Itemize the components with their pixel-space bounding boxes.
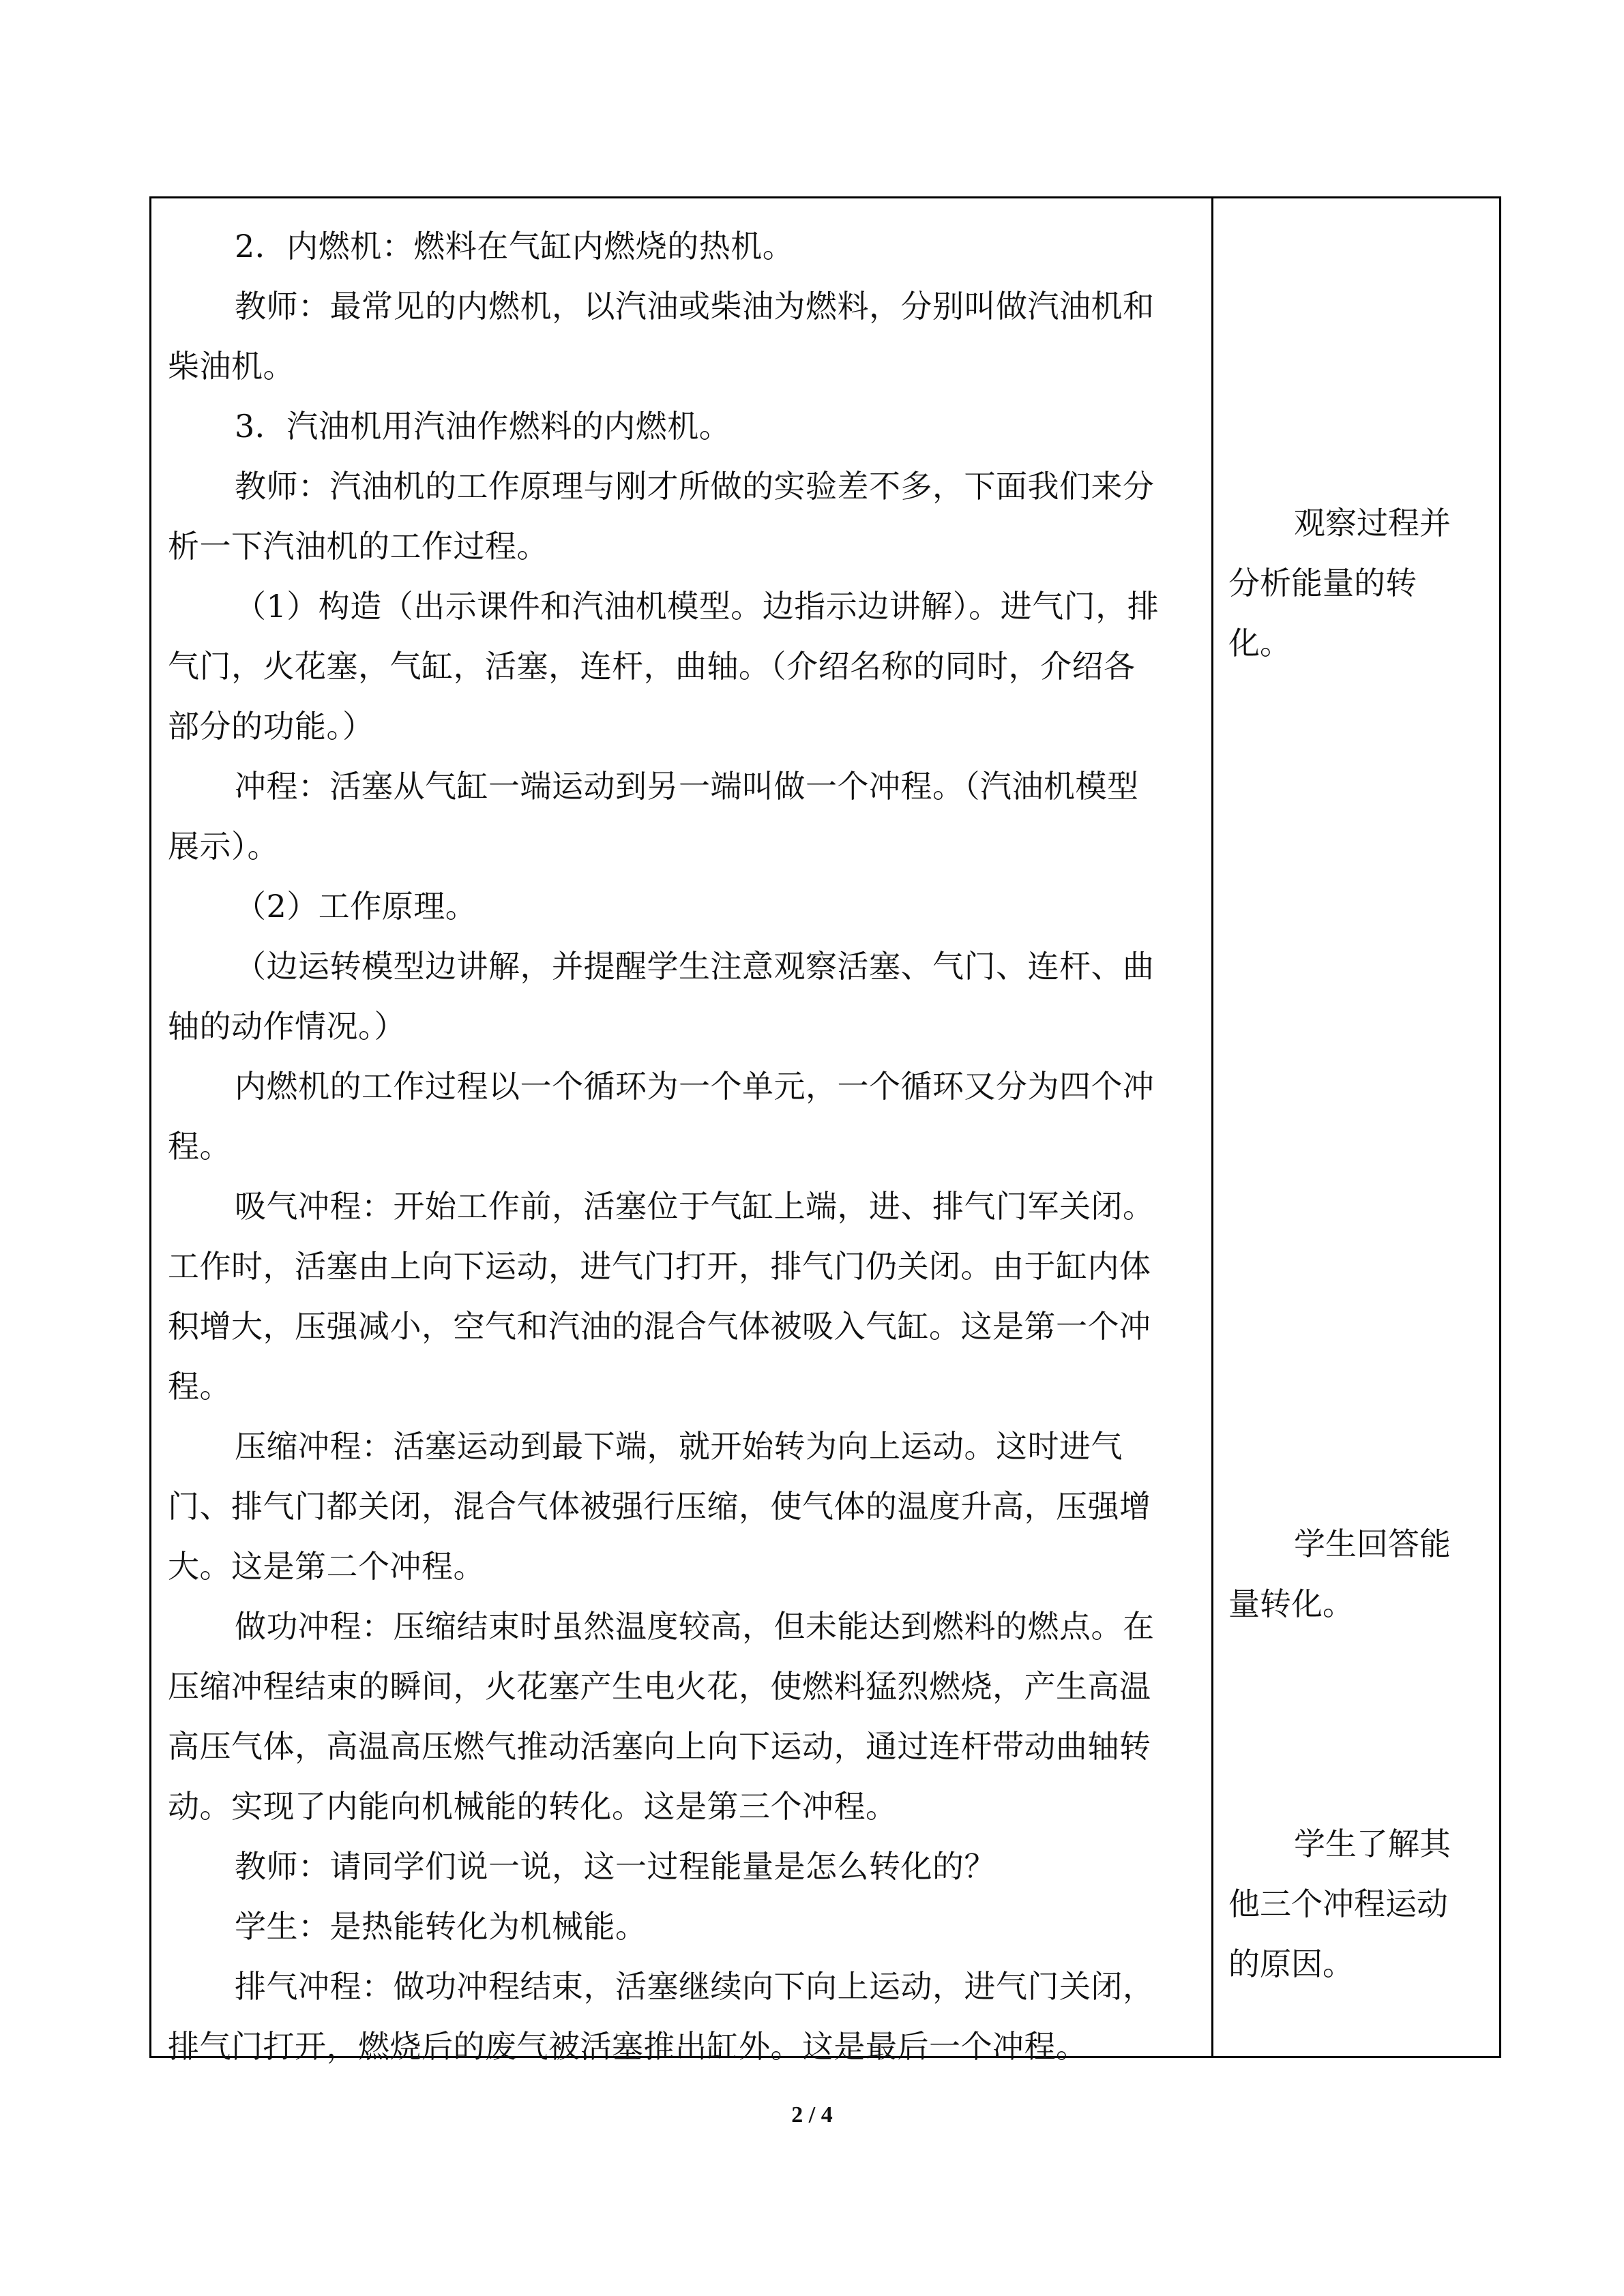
content-line: 吸气冲程：开始工作前，活塞位于气缸上端，进、排气门军关闭。 [235,1188,1155,1225]
content-line: 工作时，活塞由上向下运动，进气门打开，排气门仍关闭。由于缸内体 [168,1248,1151,1285]
side-note-line: 学生回答能 [1294,1525,1451,1562]
content-line: 程。 [168,1128,231,1165]
content-line: 3．汽油机用汽油作燃料的内燃机。 [235,408,731,445]
content-line: 2．内燃机：燃料在气缸内燃烧的热机。 [235,228,795,265]
teaching-content-text [168,216,1184,2076]
content-line: 析一下汽油机的工作过程。 [168,528,548,565]
side-note-line: 学生了解其 [1294,1825,1451,1862]
content-line: 教师：最常见的内燃机，以汽油或柴油为燃料，分别叫做汽油机和 [235,288,1155,325]
content-line: 压缩冲程：活塞运动到最下端，就开始转为向上运动。这时进气 [235,1428,1123,1465]
content-line: 做功冲程：压缩结束时虽然温度较高，但未能达到燃料的燃点。在 [235,1608,1155,1645]
side-note-understand [1228,1814,1486,1994]
content-line: （1）构造（出示课件和汽油机模型。边指示边讲解）。进气门，排 [235,588,1160,625]
content-line: 冲程：活塞从气缸一端运动到另一端叫做一个冲程。（汽油机模型 [235,768,1139,805]
side-note-line: 量转化。 [1228,1585,1354,1622]
content-line: 排气冲程：做功冲程结束，活塞继续向下向上运动，进气门关闭， [235,1968,1155,2005]
side-note-line: 的原因。 [1228,1945,1354,1982]
side-note-line: 化。 [1228,625,1291,661]
content-line: （2）工作原理。 [235,888,477,925]
content-line: 部分的功能。） [168,708,374,745]
content-line: 柴油机。 [168,348,295,385]
student-activity-column [1213,198,1499,2056]
lesson-table [149,196,1501,2065]
side-note-answer [1228,1514,1486,1634]
content-line: 展示）。 [168,828,279,865]
content-line: 大。这是第二个冲程。 [168,1548,485,1585]
side-note-line: 分析能量的转 [1228,565,1417,601]
content-line: 学生：是热能转化为机械能。 [235,1908,647,1945]
content-line: 排气门打开，燃烧后的废气被活塞推出缸外。这是最后一个冲程。 [168,2028,1088,2065]
content-line: 教师：汽油机的工作原理与刚才所做的实验差不多，下面我们来分 [235,468,1155,505]
content-line: 压缩冲程结束的瞬间，火花塞产生电火花，使燃料猛烈燃烧，产生高温 [168,1668,1151,1705]
content-line: 教师：请同学们说一说，这一过程能量是怎么转化的？ [235,1848,996,1885]
content-line: 气门，火花塞，气缸，活塞，连杆，曲轴。（介绍名称的同时，介绍各 [168,648,1136,685]
content-line: 门、排气门都关闭，混合气体被强行压缩，使气体的温度升高，压强增 [168,1488,1151,1525]
page-number: 2 / 4 [791,2102,833,2128]
content-line: 轴的动作情况。） [168,1008,406,1045]
teaching-content-column [151,198,1213,2065]
side-note-line: 观察过程并 [1294,505,1451,541]
content-line: 高压气体，高温高压燃气推动活塞向上向下运动，通过连杆带动曲轴转 [168,1728,1151,1765]
content-line: 动。实现了内能向机械能的转化。这是第三个冲程。 [168,1788,898,1825]
content-line: 程。 [168,1368,231,1405]
content-line: （边运转模型边讲解，并提醒学生注意观察活塞、气门、连杆、曲 [235,948,1155,985]
content-line: 积增大，压强减小，空气和汽油的混合气体被吸入气缸。这是第一个冲 [168,1308,1151,1345]
side-note-observe [1228,493,1486,673]
content-line: 内燃机的工作过程以一个循环为一个单元，一个循环又分为四个冲 [235,1068,1155,1105]
side-note-line: 他三个冲程运动 [1228,1885,1448,1922]
